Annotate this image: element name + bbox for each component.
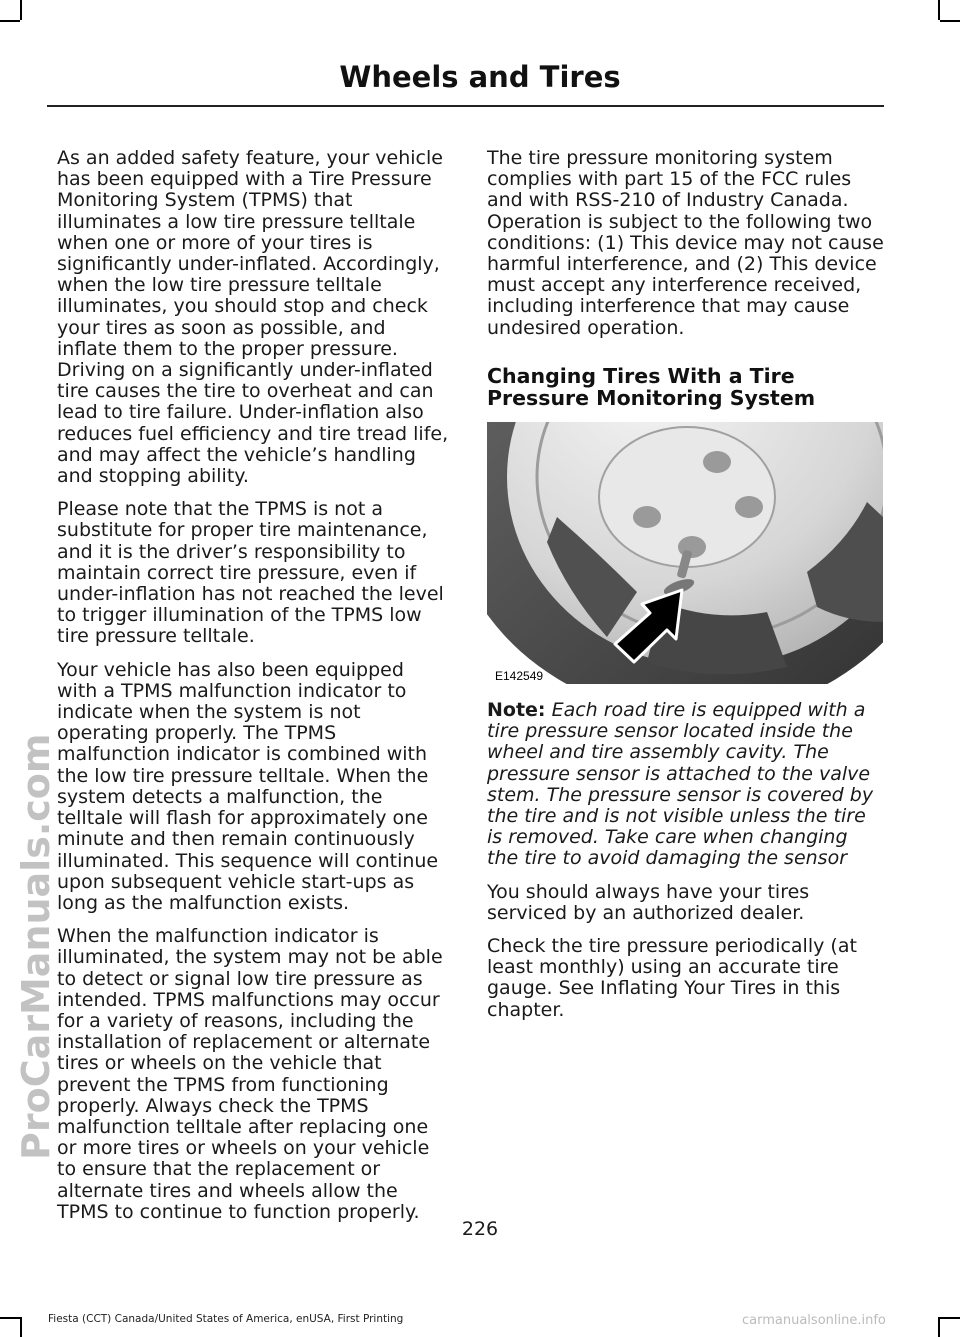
- paragraph-tpms-intro: As an added safety feature, your vehicle has been equipped with a Tire Pressure Monitoring System (TPMS) that illuminates a low tire pressure telltale when one or more of your tires is significantly under-inflated. Accordingly, when the low tire pressure telltale illuminates, you should stop and check your tires as soon as possible, and inflate them to the proper pressure. Driving on a significantly under-inflated tire causes the tire to overheat and can lead to tire failure. Under-inflation also reduces fuel efficiency and tire tread life, and may affect the vehicle’s handling and stopping ability.: [57, 147, 449, 488]
- section-heading-changing-tires: [487, 365, 884, 409]
- paragraph-check-pressure: Check the tire pressure periodically (at least monthly) using an accurate tire gauge. See Inflating Your Tires in this chapter.: [487, 935, 857, 1021]
- section-heading-line-2: Pressure Monitoring System: [487, 385, 816, 410]
- crop-mark-bottom-right-h: [940, 1317, 960, 1319]
- wheel-diagram-svg: [487, 422, 883, 684]
- watermark: ProCarManuals.com: [14, 733, 58, 1160]
- figure-id: E142549: [495, 669, 544, 683]
- lug-nut: [703, 451, 731, 473]
- footer-site: carmanualsonline.info: [742, 1313, 886, 1328]
- note-label: Note:: [487, 699, 546, 721]
- lug-nut: [633, 506, 661, 528]
- paragraph-malfunction-causes: When the malfunction indicator is illuminated, the system may not be able to detect or signal low tire pressure as intended. TPMS malfunctions may occur for a variety of reasons, including the installation of replacement or alternate tires or wheels on the vehicle that prevent the TPMS from functioning properly. Always check the TPMS malfunction telltale after replacing one or more tires or wheels on your vehicle to ensure that the replacement or alternate tires and wheels allow the TPMS to continue to function properly.: [57, 925, 443, 1223]
- page-number: 226: [461, 1218, 499, 1240]
- lug-nut: [735, 496, 763, 518]
- page-title: Wheels and Tires: [339, 60, 621, 94]
- footer-edition: Fiesta (CCT) Canada/United States of America, enUSA, First Printing: [48, 1313, 404, 1325]
- crop-mark-bottom-left: [20, 1317, 22, 1337]
- paragraph-fcc-compliance: The tire pressure monitoring system complies with part 15 of the FCC rules and with RSS-210 of Industry Canada. Operation is subject to the following two conditions: (1) This device may not cause harmful interference, and (2) This device must accept any interference received, including interference that may cause undesired operation.: [487, 147, 884, 339]
- section-heading-line-1: Changing Tires With a Tire: [487, 363, 795, 388]
- paragraph-malfunction-indicator: Your vehicle has also been equipped with a TPMS malfunction indicator to indicate when the system is not operating properly. The TPMS malfunction indicator is combined with the low tire pressure telltale. When the system detects a malfunction, the telltale will flash for approximately one minute and then remain continuously illuminated. This sequence will continue upon subsequent vehicle start-ups as long as the malfunction exists.: [57, 658, 439, 914]
- crop-mark-top-right: [938, 0, 940, 20]
- tire-valve-illustration: [487, 422, 883, 684]
- note-paragraph: [487, 700, 884, 870]
- lug-nut: [678, 536, 706, 558]
- crop-mark-bottom-right: [938, 1317, 940, 1337]
- header-divider: [47, 105, 884, 107]
- right-column-lower: [487, 700, 884, 1033]
- paragraph-service-dealer: You should always have your tires serviced by an authorized dealer.: [487, 880, 810, 924]
- crop-mark-top-right-h: [940, 20, 960, 22]
- crop-mark-bottom-left-h: [0, 1317, 20, 1319]
- right-column: [487, 148, 884, 409]
- note-text: Each road tire is equipped with a tire pressure sensor located inside the wheel and tire assembly cavity. The pressure sensor is attached to the valve stem. The pressure sensor is covered by the tire and is not visible unless the tire is removed. Take care when changing the tire to avoid damaging the sensor: [487, 699, 874, 870]
- crop-mark-top-left-h: [0, 20, 20, 22]
- paragraph-tpms-responsibility: Please note that the TPMS is not a substitute for proper tire maintenance, and it is the driver’s responsibility to maintain correct tire pressure, even if under-inflation has not reached the level to trigger illumination of the TPMS low tire pressure telltale.: [57, 498, 444, 648]
- crop-mark-top-left: [20, 0, 22, 20]
- left-column: [57, 148, 450, 1235]
